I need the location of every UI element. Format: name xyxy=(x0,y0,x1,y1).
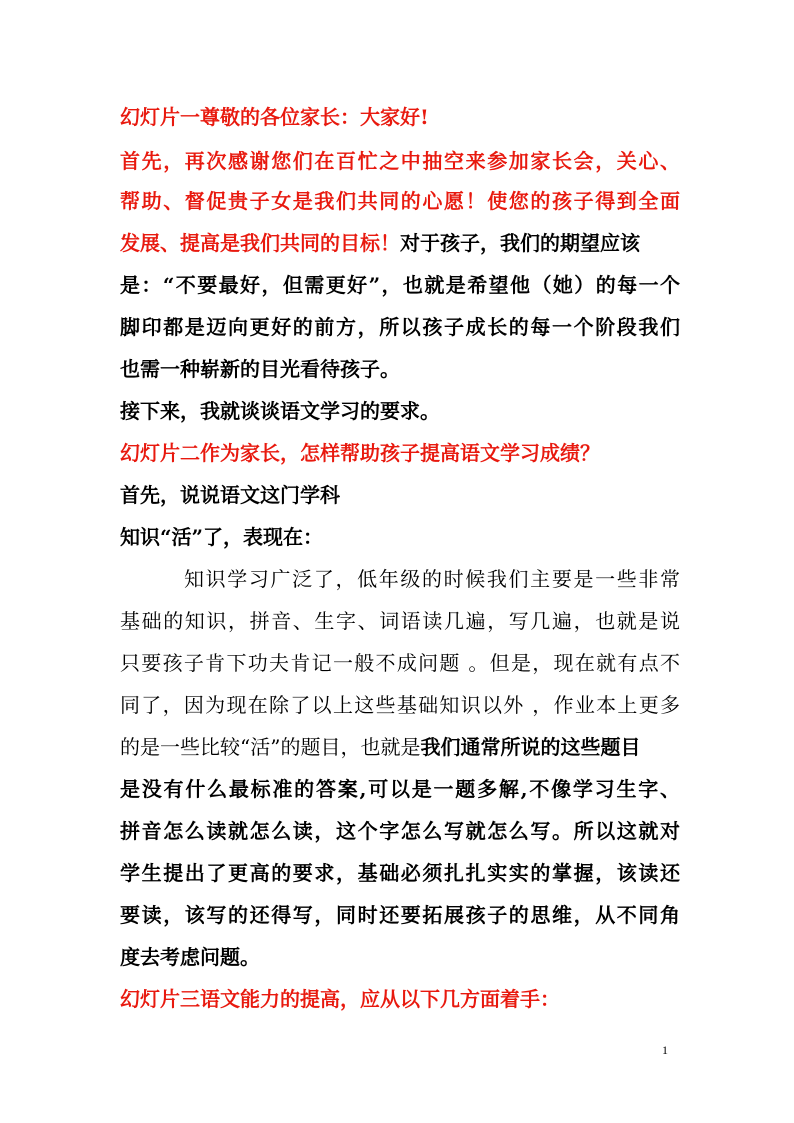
body-line-3: 只要孩子肯下功夫肯记一般不成问题 。但是，现在就有点不 xyxy=(120,651,680,675)
knowledge-heading: 知识“活”了，表现在： xyxy=(120,525,324,549)
intro-line-1: 首先，再次感谢您们在百忙之中抽空来参加家长会，关心、 xyxy=(120,149,680,173)
body-line-6: 是没有什么最标准的答案,可以是一题多解,不像学习生字、 xyxy=(120,777,680,801)
body-line-1: 知识学习广泛了，低年级的时候我们主要是一些非常 xyxy=(184,567,680,591)
slide-2-heading: 幻灯片二作为家长，怎样帮助孩子提高语文学习成绩？ xyxy=(120,441,600,465)
body-line-9: 要读，该写的还得写，同时还要拓展孩子的思维，从不同角 xyxy=(120,903,680,927)
intro-line-3-red: 发展、提高是我们共同的目标！ xyxy=(120,231,400,255)
intro-line-5: 脚印都是迈向更好的前方，所以孩子成长的每一个阶段我们 xyxy=(120,315,680,339)
intro-line-2: 帮助、督促贵子女是我们共同的心愿！使您的孩子得到全面 xyxy=(120,189,680,213)
intro-line-4: 是：“不要最好，但需更好”，也就是希望他（她）的每一个 xyxy=(120,273,680,297)
slide-3-heading: 幻灯片三语文能力的提高，应从以下几方面着手： xyxy=(120,987,560,1011)
intro-line-3 xyxy=(120,229,680,257)
body-line-7: 拼音怎么读就怎么读，这个字怎么写就怎么写。所以这就对 xyxy=(120,819,680,843)
intro-line-3-black: 对于孩子，我们的期望应该 xyxy=(400,231,640,255)
body-line-5-normal: 的是一些比较“活”的题目，也就是 xyxy=(120,735,421,759)
body-line-2: 基础的知识，拼音、生字、词语读几遍，写几遍，也就是说 xyxy=(120,609,680,633)
page-number: 1 xyxy=(662,1043,668,1057)
body-line-5 xyxy=(120,733,680,761)
body-line-5-bold: 我们通常所说的这些题目 xyxy=(420,735,641,759)
body-line-4: 同了，因为现在除了以上这些基础知识以外 ，作业本上更多 xyxy=(120,693,680,717)
body-line-10: 度去考虑问题。 xyxy=(120,945,260,969)
slide-1-greeting: 幻灯片一尊敬的各位家长：大家好! xyxy=(120,105,429,129)
body-line-8: 学生提出了更高的要求，基础必须扎扎实实的掌握，该读还 xyxy=(120,861,680,885)
transition-line: 接下来，我就谈谈语文学习的要求。 xyxy=(120,399,440,423)
subject-intro: 首先，说说语文这门学科 xyxy=(120,483,340,507)
intro-line-6: 也需一种崭新的目光看待孩子。 xyxy=(120,357,400,381)
